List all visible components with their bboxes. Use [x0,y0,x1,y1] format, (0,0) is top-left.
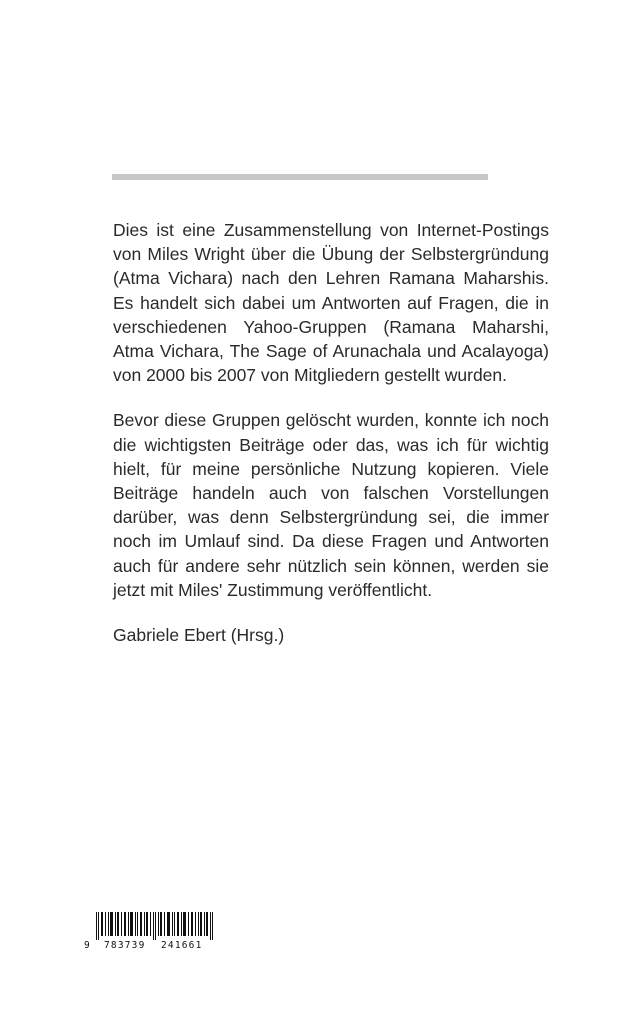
editor-signature: Gabriele Ebert (Hrsg.) [113,625,285,646]
blurb-paragraph: Dies ist eine Zusammenstellung von Internet-Postings von Miles Wright über die Übung der Selbstergründung (Atma Vichara) nach den Lehren Ramana Maharshis. Es handelt sich dabei um Antworten auf Fragen, die in verschiedenen Yahoo-Gruppen (Ramana Maharshi, Atma Vichara, The Sage of Arunachala und Acalayoga) von 2000 bis 2007 von Mitgliedern gestellt wurden. [113,220,549,386]
isbn-barcode [82,910,222,952]
blurb-text [113,218,549,647]
decorative-divider [112,174,488,180]
barcode-bars [82,910,222,940]
isbn-left-digits: 783739 [104,940,146,951]
isbn-first-digit: 9 [84,940,90,951]
isbn-right-digits: 241661 [161,940,203,951]
blurb-paragraph: Bevor diese Gruppen gelöscht wurden, konnte ich noch die wichtigsten Beiträge oder das, was ich für wichtig hielt, für meine persönliche Nutzung kopieren. Viele Beiträge handeln auch von falschen Vorstellungen darüber, was denn Selbstergründung sei, die immer noch im Umlauf sind. Da diese Fragen und Antworten auch für andere sehr nützlich sein können, werden sie jetzt mit Miles' Zustimmung veröffentlicht. [113,410,549,600]
